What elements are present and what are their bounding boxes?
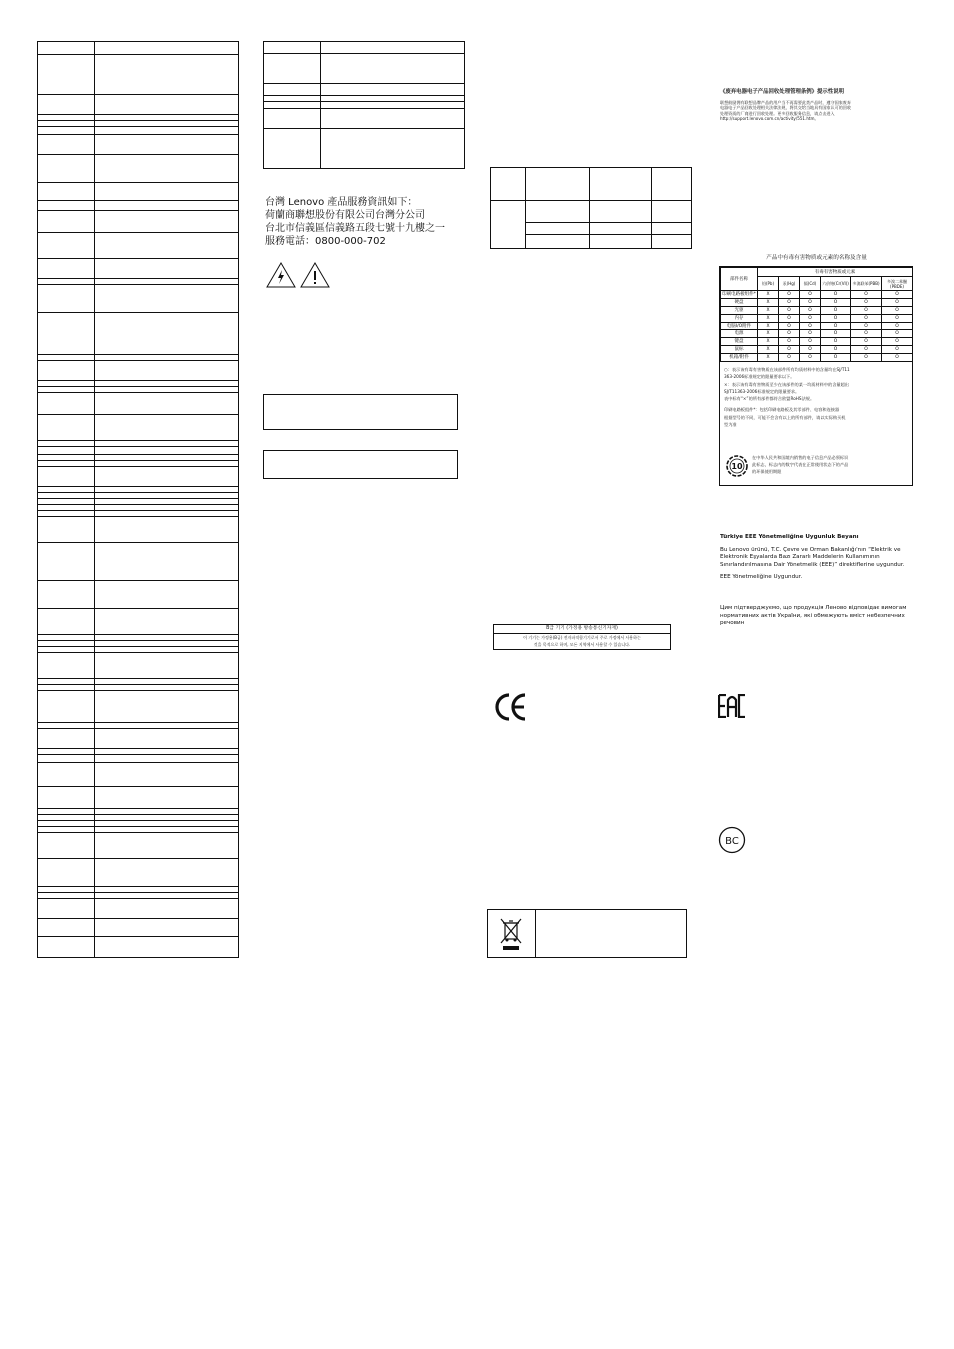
- weee-icon-cell: [488, 910, 536, 957]
- top-small-table: [263, 41, 465, 169]
- rohs-cell: O: [779, 330, 800, 338]
- rohs-cell: O: [882, 306, 913, 314]
- rohs-cell: X: [758, 322, 779, 330]
- electric-hazard-icon: [266, 262, 296, 288]
- efup-line-b: 此标志，标志内的数字代表在正常使用状态下的产品: [752, 462, 849, 468]
- rohs-part-name: 光驱: [721, 306, 758, 314]
- rohs-cell: O: [800, 298, 821, 306]
- rohs-note-1a: ○：表示该有毒有害物质在该部件所有均质材料中的含量均在SJ/T11: [724, 367, 850, 372]
- rohs-part-header: 部件名称: [721, 268, 758, 291]
- rohs-row: [721, 346, 913, 354]
- china-recycling-line-4: http://support.lenovo.com.cn/activity/551.htm。: [720, 115, 819, 121]
- caution-icon: [300, 262, 330, 288]
- rohs-cell: O: [800, 291, 821, 299]
- rohs-cell: O: [821, 314, 851, 322]
- taiwan-line-1: 台灣 Lenovo 產品服務資訊如下：: [265, 197, 418, 208]
- rohs-part-name: 键盘: [721, 338, 758, 346]
- rohs-cell: O: [821, 306, 851, 314]
- turkey-declaration: [720, 534, 930, 582]
- rohs-row: [721, 322, 913, 330]
- ukraine-declaration: [720, 605, 930, 628]
- turkey-title: Türkiye EEE Yönetmeliğine Uygunluk Beyanı: [720, 534, 859, 540]
- rohs-note-4a: 印刷电路板组件*：包括印刷电路板及其零部件、电容和连接器: [724, 407, 840, 413]
- rohs-cell: O: [779, 291, 800, 299]
- china-recycling-line-1: 联想鼓励拥有联想品牌产品的用户当不再需要此类产品时，遵守国家废弃: [720, 100, 851, 105]
- rohs-cell: O: [882, 330, 913, 338]
- rohs-cell: X: [758, 346, 779, 354]
- turkey-body-3: Sınırlandırılmasına Dair Yönetmelik (EEE)” direktiflerine uygundur.: [720, 561, 905, 568]
- rohs-cell: X: [758, 298, 779, 306]
- rohs-substance-header: 镉(Cd): [800, 277, 821, 291]
- left-spec-table: [37, 41, 239, 958]
- china-recycling-line-3: 处理资质的厂商进行回收处理。更多回收服务信息，请点击进入: [720, 110, 835, 116]
- rohs-cell: O: [779, 322, 800, 330]
- efup-number: 10: [731, 462, 743, 471]
- rohs-cell: O: [800, 306, 821, 314]
- rohs-cell: O: [882, 322, 913, 330]
- rohs-cell: O: [851, 291, 882, 299]
- rohs-note-4b: 根据型号的不同，可能不会含有以上的所有部件，请以实际购买机: [724, 414, 846, 420]
- china-recycling-title: 《废弃电器电子产品回收处理管理条例》提示性说明: [720, 89, 844, 95]
- rohs-row: [721, 291, 913, 299]
- rohs-cell: O: [779, 354, 800, 362]
- korea-notice-line-2: 것을 목적으로 하며, 모든 지역에서 사용할 수 있습니다.: [533, 642, 631, 647]
- korea-emc-notice: [493, 624, 671, 650]
- rohs-note-2a: ×：表示该有毒有害物质至少在该部件的某一均质材料中的含量超出: [724, 381, 849, 387]
- rohs-cell: O: [851, 354, 882, 362]
- rohs-substance-header: 六价铬(Cr(VI)): [821, 277, 851, 291]
- efup-10-icon: [726, 455, 748, 477]
- rohs-cell: O: [851, 306, 882, 314]
- efup-text: [752, 454, 848, 476]
- rohs-cell: O: [779, 298, 800, 306]
- rohs-note-1b: 363-2006标准规定的限量要求以下。: [724, 374, 795, 380]
- crossed-bin-icon: [499, 917, 523, 951]
- rohs-cell: O: [882, 298, 913, 306]
- rohs-substance-header: 多溴联苯(PBB): [851, 277, 882, 291]
- rohs-cell: O: [800, 354, 821, 362]
- rohs-cell: X: [758, 330, 779, 338]
- rohs-cell: O: [779, 306, 800, 314]
- rohs-cell: O: [821, 298, 851, 306]
- third-column-table: [490, 167, 692, 249]
- rohs-cell: O: [821, 330, 851, 338]
- rohs-cell: O: [882, 346, 913, 354]
- rohs-part-name: 电源: [721, 330, 758, 338]
- rohs-cell: O: [779, 346, 800, 354]
- rohs-cell: O: [851, 338, 882, 346]
- rohs-row: [721, 314, 913, 322]
- taiwan-line-3: 台北市信義區信義路五段七號十九樓之一: [265, 223, 445, 234]
- efup-line-a: 在中华人民共和国境内销售的电子信息产品必须标识: [752, 455, 849, 460]
- rohs-note-3: 表中标有“×”的所有部件都符合欧盟RoHS法规。: [724, 396, 815, 402]
- rohs-cell: O: [882, 354, 913, 362]
- rohs-notes: [724, 366, 910, 428]
- taiwan-line-4: 服務電話：0800-000-702: [265, 236, 386, 247]
- rohs-cell: O: [851, 298, 882, 306]
- rohs-note-2b: SJ/T11363-2006标准规定的限量要求。: [724, 388, 800, 394]
- rohs-substance-table: [720, 267, 913, 362]
- rohs-part-name: 机箱/附件: [721, 354, 758, 362]
- rohs-cell: X: [758, 306, 779, 314]
- bc-mark-text: BC: [725, 836, 739, 847]
- empty-notice-box-1: [263, 394, 458, 430]
- rohs-part-name: 印刷电路板组件*: [722, 291, 756, 297]
- ukraine-line-2: нормативних актів України, які обмежують вміст небезпечних: [720, 612, 905, 619]
- rohs-cell: O: [800, 330, 821, 338]
- korea-notice-title: B급 기기 (가정용 방송통신기자재): [494, 625, 670, 634]
- taiwan-line-2: 荷蘭商聯想股份有限公司台灣分公司: [265, 210, 425, 221]
- rohs-cell: O: [851, 330, 882, 338]
- rohs-cell: O: [821, 322, 851, 330]
- rohs-row: [721, 306, 913, 314]
- rohs-cell: O: [800, 322, 821, 330]
- rohs-part-name: 鼠标: [721, 346, 758, 354]
- rohs-cell: O: [851, 322, 882, 330]
- taiwan-service-info: [265, 196, 445, 248]
- efup-line-c: 的环保使用期限: [752, 469, 782, 475]
- ce-mark-icon: [494, 692, 528, 722]
- ukraine-line-1: Цим підтверджуємо, що продукція Леново відповідає вимогам: [720, 605, 907, 611]
- turkey-body-4: EEE Yönetmeliğine Uygundur.: [720, 574, 803, 581]
- rohs-cell: O: [821, 354, 851, 362]
- rohs-cell: O: [800, 314, 821, 322]
- rohs-substance-header: 汞(Hg): [779, 277, 800, 291]
- rohs-cell: X: [758, 338, 779, 346]
- rohs-row: [721, 330, 913, 338]
- korea-notice-line-1: 이 기기는 가정용(B급) 전자파적합기기로서 주로 가정에서 사용하는: [523, 635, 641, 640]
- empty-notice-box-2: [263, 450, 458, 479]
- turkey-body-2: Elektronik Eşyalarda Bazı Zararlı Maddelerin Kullanımının: [720, 554, 880, 561]
- rohs-cell: X: [758, 354, 779, 362]
- rohs-cell: O: [779, 314, 800, 322]
- rohs-part-name: 电脑I/O附件: [721, 322, 758, 330]
- rohs-row: [721, 354, 913, 362]
- rohs-part-name: 内存: [721, 314, 758, 322]
- rohs-cell: O: [821, 291, 851, 299]
- rohs-substance-header: 铅(Pb): [758, 277, 779, 291]
- rohs-cell: O: [882, 338, 913, 346]
- ukraine-line-3: речовин: [720, 620, 745, 627]
- rohs-group-header: 有毒有害物质或元素: [758, 268, 913, 277]
- rohs-title: 产品中有毒有害物质或元素的名称及含量: [766, 255, 867, 261]
- rohs-cell: O: [882, 291, 913, 299]
- rohs-panel: [719, 266, 913, 486]
- china-recycling-line-2: 电器电子产品回收处理相关法律法规，将其交给当地具有国家认可的回收: [720, 105, 851, 111]
- rohs-cell: O: [821, 346, 851, 354]
- eac-mark-icon: [718, 694, 746, 718]
- rohs-cell: O: [800, 346, 821, 354]
- bc-mark-icon: [718, 826, 746, 854]
- turkey-body-1: Bu Lenovo ürünü, T.C. Çevre ve Orman Bakanlığı'nın “Elektrik ve: [720, 546, 901, 553]
- rohs-cell: O: [821, 338, 851, 346]
- rohs-part-name: 硬盘: [721, 298, 758, 306]
- rohs-cell: X: [758, 314, 779, 322]
- rohs-row: [721, 298, 913, 306]
- rohs-note-4c: 型为准: [724, 422, 737, 428]
- rohs-substance-header: 多溴二苯醚(PBDE): [882, 277, 913, 291]
- rohs-cell: X: [758, 291, 779, 299]
- china-recycling-notice: [720, 88, 920, 121]
- rohs-cell: O: [779, 338, 800, 346]
- rohs-row: [721, 338, 913, 346]
- rohs-cell: O: [851, 346, 882, 354]
- rohs-cell: O: [851, 314, 882, 322]
- rohs-cell: O: [800, 338, 821, 346]
- rohs-cell: O: [882, 314, 913, 322]
- weee-box: [487, 909, 687, 958]
